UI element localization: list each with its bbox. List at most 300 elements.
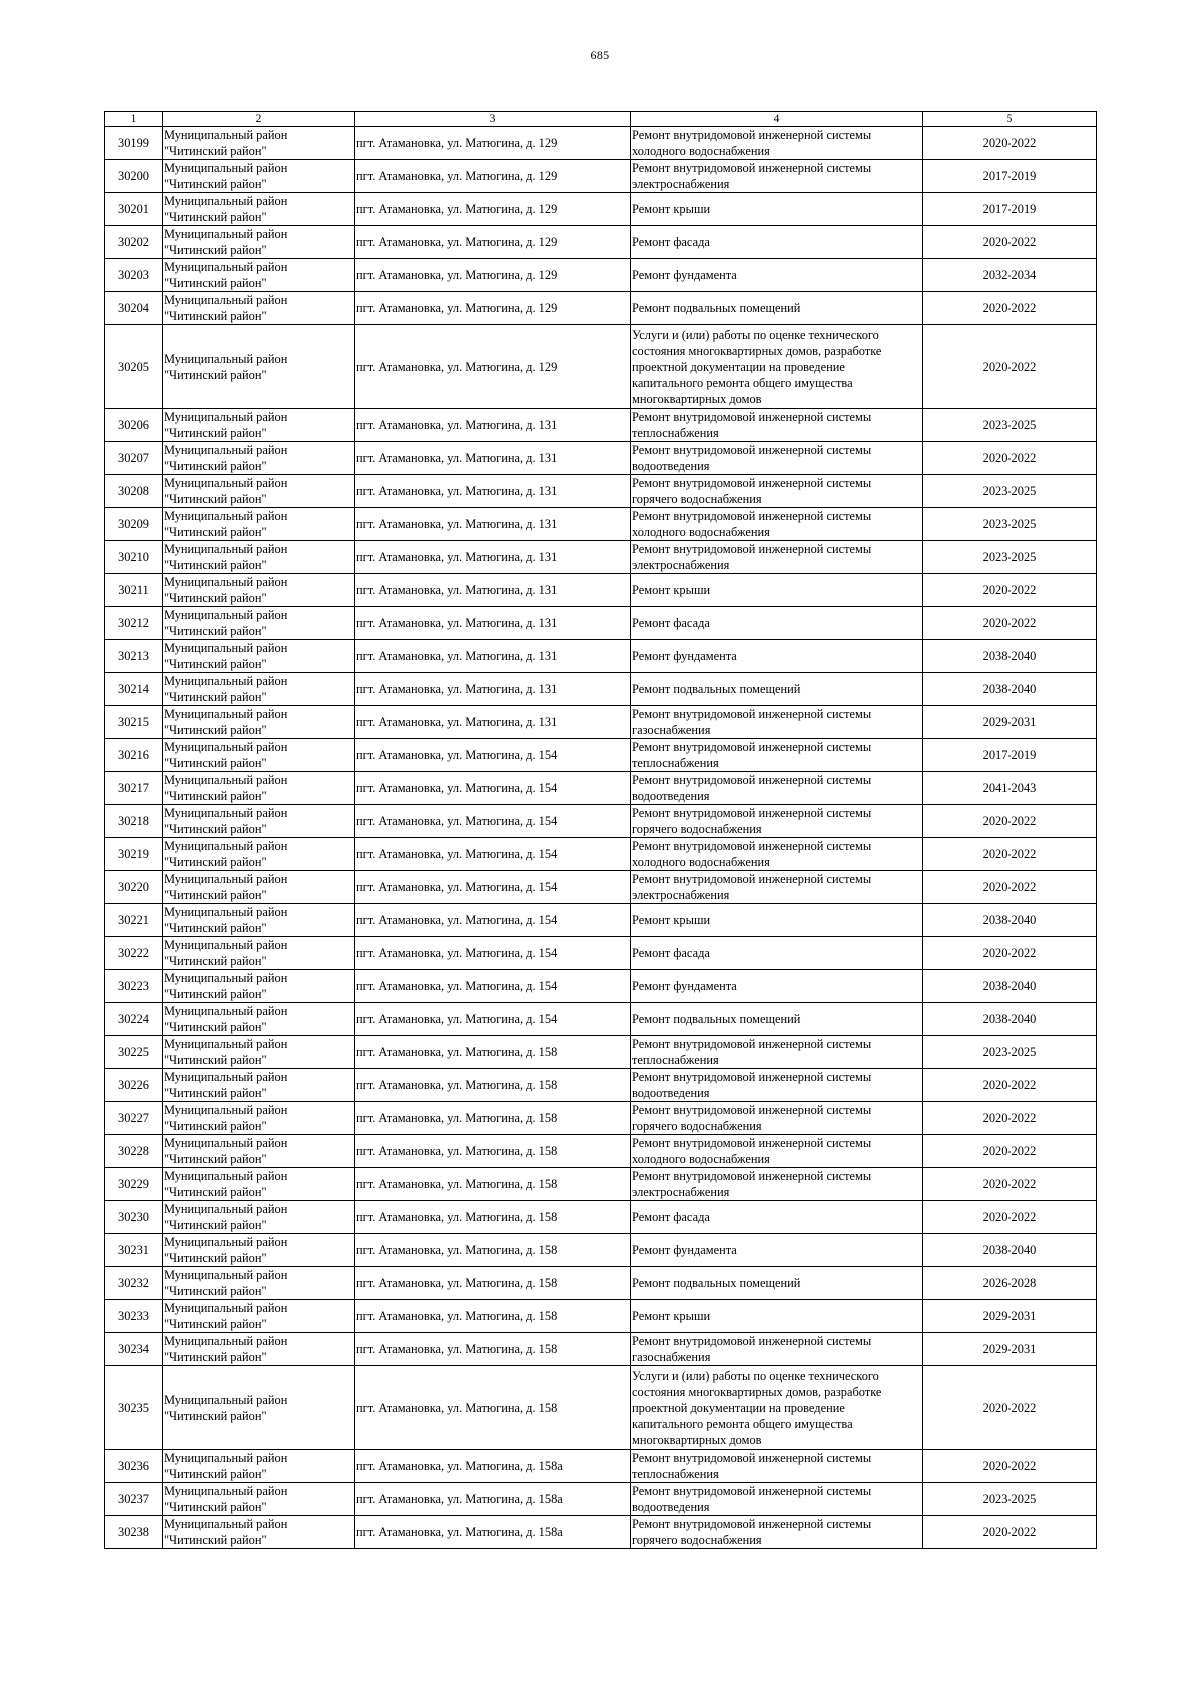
address-cell: пгт. Атамановка, ул. Матюгина, д. 158 — [355, 1201, 631, 1234]
work-type-line: водоотведения — [632, 1500, 710, 1514]
municipality-cell — [163, 226, 355, 259]
municipality-line: Муниципальный район — [164, 542, 288, 556]
row-number-cell: 30219 — [105, 838, 163, 871]
municipality-cell — [163, 475, 355, 508]
municipality-line: "Читинский район" — [164, 525, 267, 539]
row-number-cell: 30236 — [105, 1450, 163, 1483]
period-cell: 2023-2025 — [923, 475, 1097, 508]
municipality-line: Муниципальный район — [164, 260, 288, 274]
municipality-cell — [163, 574, 355, 607]
municipality-line: "Читинский район" — [164, 243, 267, 257]
municipality-line: "Читинский район" — [164, 309, 267, 323]
municipality-line: Муниципальный район — [164, 608, 288, 622]
work-type-cell — [631, 1300, 923, 1333]
row-number-cell: 30200 — [105, 160, 163, 193]
table-row — [105, 259, 1097, 292]
municipality-cell — [163, 871, 355, 904]
municipality-line: Муниципальный район — [164, 1484, 288, 1498]
municipality-cell — [163, 970, 355, 1003]
address-cell: пгт. Атамановка, ул. Матюгина, д. 131 — [355, 706, 631, 739]
work-type-line: Ремонт внутридомовой инженерной системы — [632, 1517, 872, 1531]
period-cell: 2023-2025 — [923, 1483, 1097, 1516]
work-type-line: Ремонт крыши — [632, 913, 711, 927]
row-number-cell: 30204 — [105, 292, 163, 325]
municipality-line: "Читинский район" — [164, 177, 267, 191]
municipality-cell — [163, 292, 355, 325]
municipality-line: "Читинский район" — [164, 756, 267, 770]
municipality-cell — [163, 640, 355, 673]
address-cell: пгт. Атамановка, ул. Матюгина, д. 158 — [355, 1069, 631, 1102]
work-type-line: Ремонт внутридомовой инженерной системы — [632, 1136, 872, 1150]
municipality-line: "Читинский район" — [164, 459, 267, 473]
municipality-line: Муниципальный район — [164, 1103, 288, 1117]
municipality-cell — [163, 508, 355, 541]
municipality-line: "Читинский район" — [164, 144, 267, 158]
municipality-cell — [163, 1069, 355, 1102]
address-cell: пгт. Атамановка, ул. Матюгина, д. 129 — [355, 226, 631, 259]
municipality-cell — [163, 772, 355, 805]
work-type-line: горячего водоснабжения — [632, 1119, 762, 1133]
municipality-line: "Читинский район" — [164, 1317, 267, 1331]
municipality-line: "Читинский район" — [164, 723, 267, 737]
period-cell: 2029-2031 — [923, 1333, 1097, 1366]
table-row — [105, 292, 1097, 325]
work-type-line: многоквартирных домов — [632, 1432, 762, 1447]
work-type-cell — [631, 508, 923, 541]
table-row — [105, 508, 1097, 541]
municipality-line: Муниципальный район — [164, 194, 288, 208]
work-type-line: Ремонт фундамента — [632, 1243, 737, 1257]
table-row — [105, 226, 1097, 259]
table-row — [105, 574, 1097, 607]
table-row — [105, 541, 1097, 574]
municipality-line: Муниципальный район — [164, 1517, 288, 1531]
work-type-cell — [631, 259, 923, 292]
municipality-line: Муниципальный район — [164, 1202, 288, 1216]
row-number-cell: 30224 — [105, 1003, 163, 1036]
municipality-line: "Читинский район" — [164, 1119, 267, 1133]
work-type-line: горячего водоснабжения — [632, 822, 762, 836]
municipality-cell — [163, 442, 355, 475]
municipality-line: "Читинский район" — [164, 921, 267, 935]
work-type-cell — [631, 1483, 923, 1516]
table-row — [105, 838, 1097, 871]
municipality-cell — [163, 706, 355, 739]
period-cell: 2020-2022 — [923, 1516, 1097, 1549]
work-type-line: Ремонт внутридомовой инженерной системы — [632, 542, 872, 556]
row-number-cell: 30210 — [105, 541, 163, 574]
period-cell: 2020-2022 — [923, 292, 1097, 325]
municipality-line: "Читинский район" — [164, 1185, 267, 1199]
table-row — [105, 673, 1097, 706]
municipality-line: Муниципальный район — [164, 1136, 288, 1150]
municipality-line: "Читинский район" — [164, 888, 267, 902]
work-type-line: электроснабжения — [632, 177, 730, 191]
municipality-line: Муниципальный район — [164, 938, 288, 952]
municipality-cell — [163, 673, 355, 706]
work-type-line: капитального ремонта общего имущества — [632, 1416, 853, 1431]
municipality-cell — [163, 1333, 355, 1366]
period-cell: 2023-2025 — [923, 508, 1097, 541]
municipality-line: Муниципальный район — [164, 443, 288, 457]
work-type-line: горячего водоснабжения — [632, 492, 762, 506]
column-header-4: 4 — [631, 112, 923, 127]
municipality-line: "Читинский район" — [164, 276, 267, 290]
work-type-cell — [631, 1234, 923, 1267]
municipality-line: Муниципальный район — [164, 839, 288, 853]
table-row — [105, 1300, 1097, 1333]
municipality-line: "Читинский район" — [164, 1533, 267, 1547]
address-cell: пгт. Атамановка, ул. Матюгина, д. 131 — [355, 607, 631, 640]
work-type-cell — [631, 409, 923, 442]
work-type-cell — [631, 607, 923, 640]
row-number-cell: 30235 — [105, 1366, 163, 1450]
work-type-line: холодного водоснабжения — [632, 855, 770, 869]
period-cell: 2020-2022 — [923, 937, 1097, 970]
municipality-line: "Читинский район" — [164, 822, 267, 836]
address-cell: пгт. Атамановка, ул. Матюгина, д. 129 — [355, 292, 631, 325]
municipality-line: Муниципальный район — [164, 410, 288, 424]
address-cell: пгт. Атамановка, ул. Матюгина, д. 131 — [355, 541, 631, 574]
work-type-cell — [631, 640, 923, 673]
work-type-line: теплоснабжения — [632, 756, 719, 770]
address-cell: пгт. Атамановка, ул. Матюгина, д. 158а — [355, 1450, 631, 1483]
work-type-line: Ремонт внутридомовой инженерной системы — [632, 1103, 872, 1117]
municipality-line: Муниципальный район — [164, 1004, 288, 1018]
municipality-line: Муниципальный район — [164, 674, 288, 688]
table-row — [105, 1102, 1097, 1135]
period-cell: 2032-2034 — [923, 259, 1097, 292]
address-cell: пгт. Атамановка, ул. Матюгина, д. 131 — [355, 442, 631, 475]
work-type-cell — [631, 1036, 923, 1069]
table-row — [105, 442, 1097, 475]
row-number-cell: 30230 — [105, 1201, 163, 1234]
municipality-line: Муниципальный район — [164, 1169, 288, 1183]
work-type-cell — [631, 160, 923, 193]
period-cell: 2020-2022 — [923, 838, 1097, 871]
municipality-cell — [163, 1102, 355, 1135]
municipality-line: Муниципальный район — [164, 128, 288, 142]
work-type-cell — [631, 772, 923, 805]
address-cell: пгт. Атамановка, ул. Матюгина, д. 154 — [355, 871, 631, 904]
work-type-line: горячего водоснабжения — [632, 1533, 762, 1547]
work-type-cell — [631, 739, 923, 772]
work-type-line: Ремонт внутридомовой инженерной системы — [632, 773, 872, 787]
work-type-line: Ремонт крыши — [632, 1309, 711, 1323]
period-cell: 2023-2025 — [923, 541, 1097, 574]
work-type-cell — [631, 292, 923, 325]
municipality-line: Муниципальный район — [164, 641, 288, 655]
row-number-cell: 30207 — [105, 442, 163, 475]
row-number-cell: 30226 — [105, 1069, 163, 1102]
table-row — [105, 706, 1097, 739]
municipality-cell — [163, 127, 355, 160]
work-type-line: теплоснабжения — [632, 1467, 719, 1481]
table-row — [105, 1516, 1097, 1549]
row-number-cell: 30228 — [105, 1135, 163, 1168]
work-type-line: Ремонт внутридомовой инженерной системы — [632, 806, 872, 820]
municipality-line: Муниципальный район — [164, 1301, 288, 1315]
period-cell: 2017-2019 — [923, 193, 1097, 226]
period-cell: 2029-2031 — [923, 1300, 1097, 1333]
work-type-line: Ремонт внутридомовой инженерной системы — [632, 128, 872, 142]
work-type-line: Ремонт внутридомовой инженерной системы — [632, 1070, 872, 1084]
table-row — [105, 1234, 1097, 1267]
row-number-cell: 30217 — [105, 772, 163, 805]
municipality-line: "Читинский район" — [164, 492, 267, 506]
municipality-cell — [163, 1201, 355, 1234]
work-type-cell — [631, 1135, 923, 1168]
work-type-line: Ремонт фундамента — [632, 268, 737, 282]
work-type-line: водоотведения — [632, 459, 710, 473]
municipality-cell — [163, 409, 355, 442]
municipality-cell — [163, 193, 355, 226]
work-type-line: состояния многоквартирных домов, разработке — [632, 343, 882, 358]
table-row — [105, 772, 1097, 805]
work-type-cell — [631, 673, 923, 706]
work-type-line: холодного водоснабжения — [632, 144, 770, 158]
row-number-cell: 30221 — [105, 904, 163, 937]
address-cell: пгт. Атамановка, ул. Матюгина, д. 158 — [355, 1366, 631, 1450]
work-type-cell — [631, 442, 923, 475]
municipality-line: "Читинский район" — [164, 426, 267, 440]
period-cell: 2020-2022 — [923, 325, 1097, 409]
address-cell: пгт. Атамановка, ул. Матюгина, д. 154 — [355, 772, 631, 805]
row-number-cell: 30211 — [105, 574, 163, 607]
table-row — [105, 1036, 1097, 1069]
work-type-line: Ремонт внутридомовой инженерной системы — [632, 839, 872, 853]
table-row — [105, 193, 1097, 226]
work-type-cell — [631, 1003, 923, 1036]
table-row — [105, 475, 1097, 508]
municipality-cell — [163, 739, 355, 772]
work-type-line: газоснабжения — [632, 1350, 711, 1364]
address-cell: пгт. Атамановка, ул. Матюгина, д. 131 — [355, 409, 631, 442]
address-cell: пгт. Атамановка, ул. Матюгина, д. 158а — [355, 1483, 631, 1516]
work-type-line: газоснабжения — [632, 723, 711, 737]
work-type-line: Ремонт фасада — [632, 946, 710, 960]
table-row — [105, 805, 1097, 838]
table-row — [105, 904, 1097, 937]
work-type-line: проектной документации на проведение — [632, 359, 845, 374]
municipality-cell — [163, 259, 355, 292]
row-number-cell: 30225 — [105, 1036, 163, 1069]
municipality-line: Муниципальный район — [164, 905, 288, 919]
municipality-line: "Читинский район" — [164, 1152, 267, 1166]
period-cell: 2023-2025 — [923, 409, 1097, 442]
address-cell: пгт. Атамановка, ул. Матюгина, д. 158 — [355, 1300, 631, 1333]
work-type-line: Услуги и (или) работы по оценке технического — [632, 1368, 879, 1383]
work-type-line: Ремонт подвальных помещений — [632, 1012, 801, 1026]
municipality-line: Муниципальный район — [164, 351, 288, 366]
municipality-cell — [163, 805, 355, 838]
work-type-line: Ремонт внутридомовой инженерной системы — [632, 1334, 872, 1348]
work-type-cell — [631, 1450, 923, 1483]
municipality-cell — [163, 541, 355, 574]
work-type-line: холодного водоснабжения — [632, 525, 770, 539]
table-row — [105, 607, 1097, 640]
row-number-cell: 30215 — [105, 706, 163, 739]
row-number-cell: 30238 — [105, 1516, 163, 1549]
municipality-line: "Читинский район" — [164, 1408, 267, 1423]
work-type-cell — [631, 1333, 923, 1366]
address-cell: пгт. Атамановка, ул. Матюгина, д. 129 — [355, 325, 631, 409]
municipality-line: "Читинский район" — [164, 1053, 267, 1067]
work-type-cell — [631, 541, 923, 574]
work-type-line: Ремонт внутридомовой инженерной системы — [632, 707, 872, 721]
work-type-line: Ремонт внутридомовой инженерной системы — [632, 1484, 872, 1498]
table-row — [105, 937, 1097, 970]
period-cell: 2023-2025 — [923, 1036, 1097, 1069]
municipality-line: "Читинский район" — [164, 558, 267, 572]
work-type-line: Ремонт внутридомовой инженерной системы — [632, 740, 872, 754]
column-header-5: 5 — [923, 112, 1097, 127]
work-type-line: Ремонт подвальных помещений — [632, 682, 801, 696]
row-number-cell: 30209 — [105, 508, 163, 541]
work-type-line: Ремонт фасада — [632, 235, 710, 249]
table-row — [105, 1366, 1097, 1450]
work-type-line: Ремонт внутридомовой инженерной системы — [632, 161, 872, 175]
municipality-line: Муниципальный район — [164, 161, 288, 175]
work-type-line: теплоснабжения — [632, 426, 719, 440]
work-type-line: Ремонт внутридомовой инженерной системы — [632, 509, 872, 523]
address-cell: пгт. Атамановка, ул. Матюгина, д. 131 — [355, 574, 631, 607]
table-row — [105, 1069, 1097, 1102]
work-type-line: Ремонт внутридомовой инженерной системы — [632, 410, 872, 424]
address-cell: пгт. Атамановка, ул. Матюгина, д. 154 — [355, 970, 631, 1003]
address-cell: пгт. Атамановка, ул. Матюгина, д. 158 — [355, 1267, 631, 1300]
municipality-line: Муниципальный район — [164, 476, 288, 490]
work-type-line: капитального ремонта общего имущества — [632, 375, 853, 390]
work-type-line: Ремонт крыши — [632, 202, 711, 216]
period-cell: 2020-2022 — [923, 607, 1097, 640]
work-type-line: Ремонт подвальных помещений — [632, 301, 801, 315]
address-cell: пгт. Атамановка, ул. Матюгина, д. 158 — [355, 1333, 631, 1366]
period-cell: 2038-2040 — [923, 640, 1097, 673]
work-type-line: Ремонт фундамента — [632, 979, 737, 993]
work-type-line: водоотведения — [632, 1086, 710, 1100]
work-type-line: электроснабжения — [632, 1185, 730, 1199]
work-type-cell — [631, 937, 923, 970]
table-row — [105, 970, 1097, 1003]
table-row — [105, 1333, 1097, 1366]
row-number-cell: 30231 — [105, 1234, 163, 1267]
municipality-cell — [163, 1267, 355, 1300]
municipality-line: "Читинский район" — [164, 1467, 267, 1481]
municipality-line: Муниципальный район — [164, 971, 288, 985]
address-cell: пгт. Атамановка, ул. Матюгина, д. 158а — [355, 1516, 631, 1549]
municipality-line: Муниципальный район — [164, 707, 288, 721]
municipality-line: Муниципальный район — [164, 1070, 288, 1084]
row-number-cell: 30237 — [105, 1483, 163, 1516]
table-row — [105, 1450, 1097, 1483]
period-cell: 2020-2022 — [923, 871, 1097, 904]
municipality-line: Муниципальный район — [164, 1037, 288, 1051]
address-cell: пгт. Атамановка, ул. Матюгина, д. 131 — [355, 673, 631, 706]
period-cell: 2038-2040 — [923, 970, 1097, 1003]
work-type-line: электроснабжения — [632, 558, 730, 572]
address-cell: пгт. Атамановка, ул. Матюгина, д. 129 — [355, 160, 631, 193]
address-cell: пгт. Атамановка, ул. Матюгина, д. 158 — [355, 1036, 631, 1069]
repair-register-table — [104, 111, 1097, 1549]
row-number-cell: 30213 — [105, 640, 163, 673]
row-number-cell: 30216 — [105, 739, 163, 772]
work-type-cell — [631, 475, 923, 508]
municipality-line: "Читинский район" — [164, 690, 267, 704]
row-number-cell: 30229 — [105, 1168, 163, 1201]
table-row — [105, 1135, 1097, 1168]
work-type-cell — [631, 574, 923, 607]
address-cell: пгт. Атамановка, ул. Матюгина, д. 158 — [355, 1168, 631, 1201]
period-cell: 2020-2022 — [923, 127, 1097, 160]
column-header-2: 2 — [163, 112, 355, 127]
work-type-cell — [631, 1102, 923, 1135]
period-cell: 2020-2022 — [923, 1366, 1097, 1450]
period-cell: 2020-2022 — [923, 1102, 1097, 1135]
period-cell: 2020-2022 — [923, 226, 1097, 259]
work-type-cell — [631, 805, 923, 838]
row-number-cell: 30234 — [105, 1333, 163, 1366]
table-row — [105, 640, 1097, 673]
work-type-cell — [631, 1366, 923, 1450]
period-cell: 2020-2022 — [923, 1201, 1097, 1234]
work-type-cell — [631, 1267, 923, 1300]
work-type-line: теплоснабжения — [632, 1053, 719, 1067]
municipality-cell — [163, 1300, 355, 1333]
municipality-cell — [163, 1366, 355, 1450]
row-number-cell: 30206 — [105, 409, 163, 442]
period-cell: 2020-2022 — [923, 1450, 1097, 1483]
address-cell: пгт. Атамановка, ул. Матюгина, д. 154 — [355, 838, 631, 871]
work-type-cell — [631, 1201, 923, 1234]
table-row — [105, 1483, 1097, 1516]
municipality-line: "Читинский район" — [164, 789, 267, 803]
work-type-line: Ремонт внутридомовой инженерной системы — [632, 1451, 872, 1465]
municipality-line: "Читинский район" — [164, 1350, 267, 1364]
table-row — [105, 739, 1097, 772]
municipality-line: Муниципальный район — [164, 1334, 288, 1348]
municipality-line: "Читинский район" — [164, 1086, 267, 1100]
municipality-cell — [163, 1168, 355, 1201]
register-body — [105, 112, 1097, 1549]
municipality-line: Муниципальный район — [164, 1268, 288, 1282]
work-type-line: Ремонт внутридомовой инженерной системы — [632, 476, 872, 490]
period-cell: 2020-2022 — [923, 1069, 1097, 1102]
address-cell: пгт. Атамановка, ул. Матюгина, д. 131 — [355, 508, 631, 541]
municipality-line: "Читинский район" — [164, 1500, 267, 1514]
work-type-line: Ремонт внутридомовой инженерной системы — [632, 443, 872, 457]
work-type-line: Услуги и (или) работы по оценке технического — [632, 327, 879, 342]
table-row — [105, 127, 1097, 160]
table-row — [105, 325, 1097, 409]
row-number-cell: 30201 — [105, 193, 163, 226]
row-number-cell: 30214 — [105, 673, 163, 706]
period-cell: 2026-2028 — [923, 1267, 1097, 1300]
table-row — [105, 409, 1097, 442]
municipality-line: "Читинский район" — [164, 987, 267, 1001]
work-type-cell — [631, 706, 923, 739]
municipality-line: "Читинский район" — [164, 954, 267, 968]
work-type-line: Ремонт фасада — [632, 1210, 710, 1224]
column-number-row — [105, 112, 1097, 127]
municipality-line: Муниципальный район — [164, 575, 288, 589]
work-type-line: электроснабжения — [632, 888, 730, 902]
row-number-cell: 30202 — [105, 226, 163, 259]
work-type-cell — [631, 1516, 923, 1549]
municipality-line: "Читинский район" — [164, 624, 267, 638]
row-number-cell: 30222 — [105, 937, 163, 970]
row-number-cell: 30218 — [105, 805, 163, 838]
